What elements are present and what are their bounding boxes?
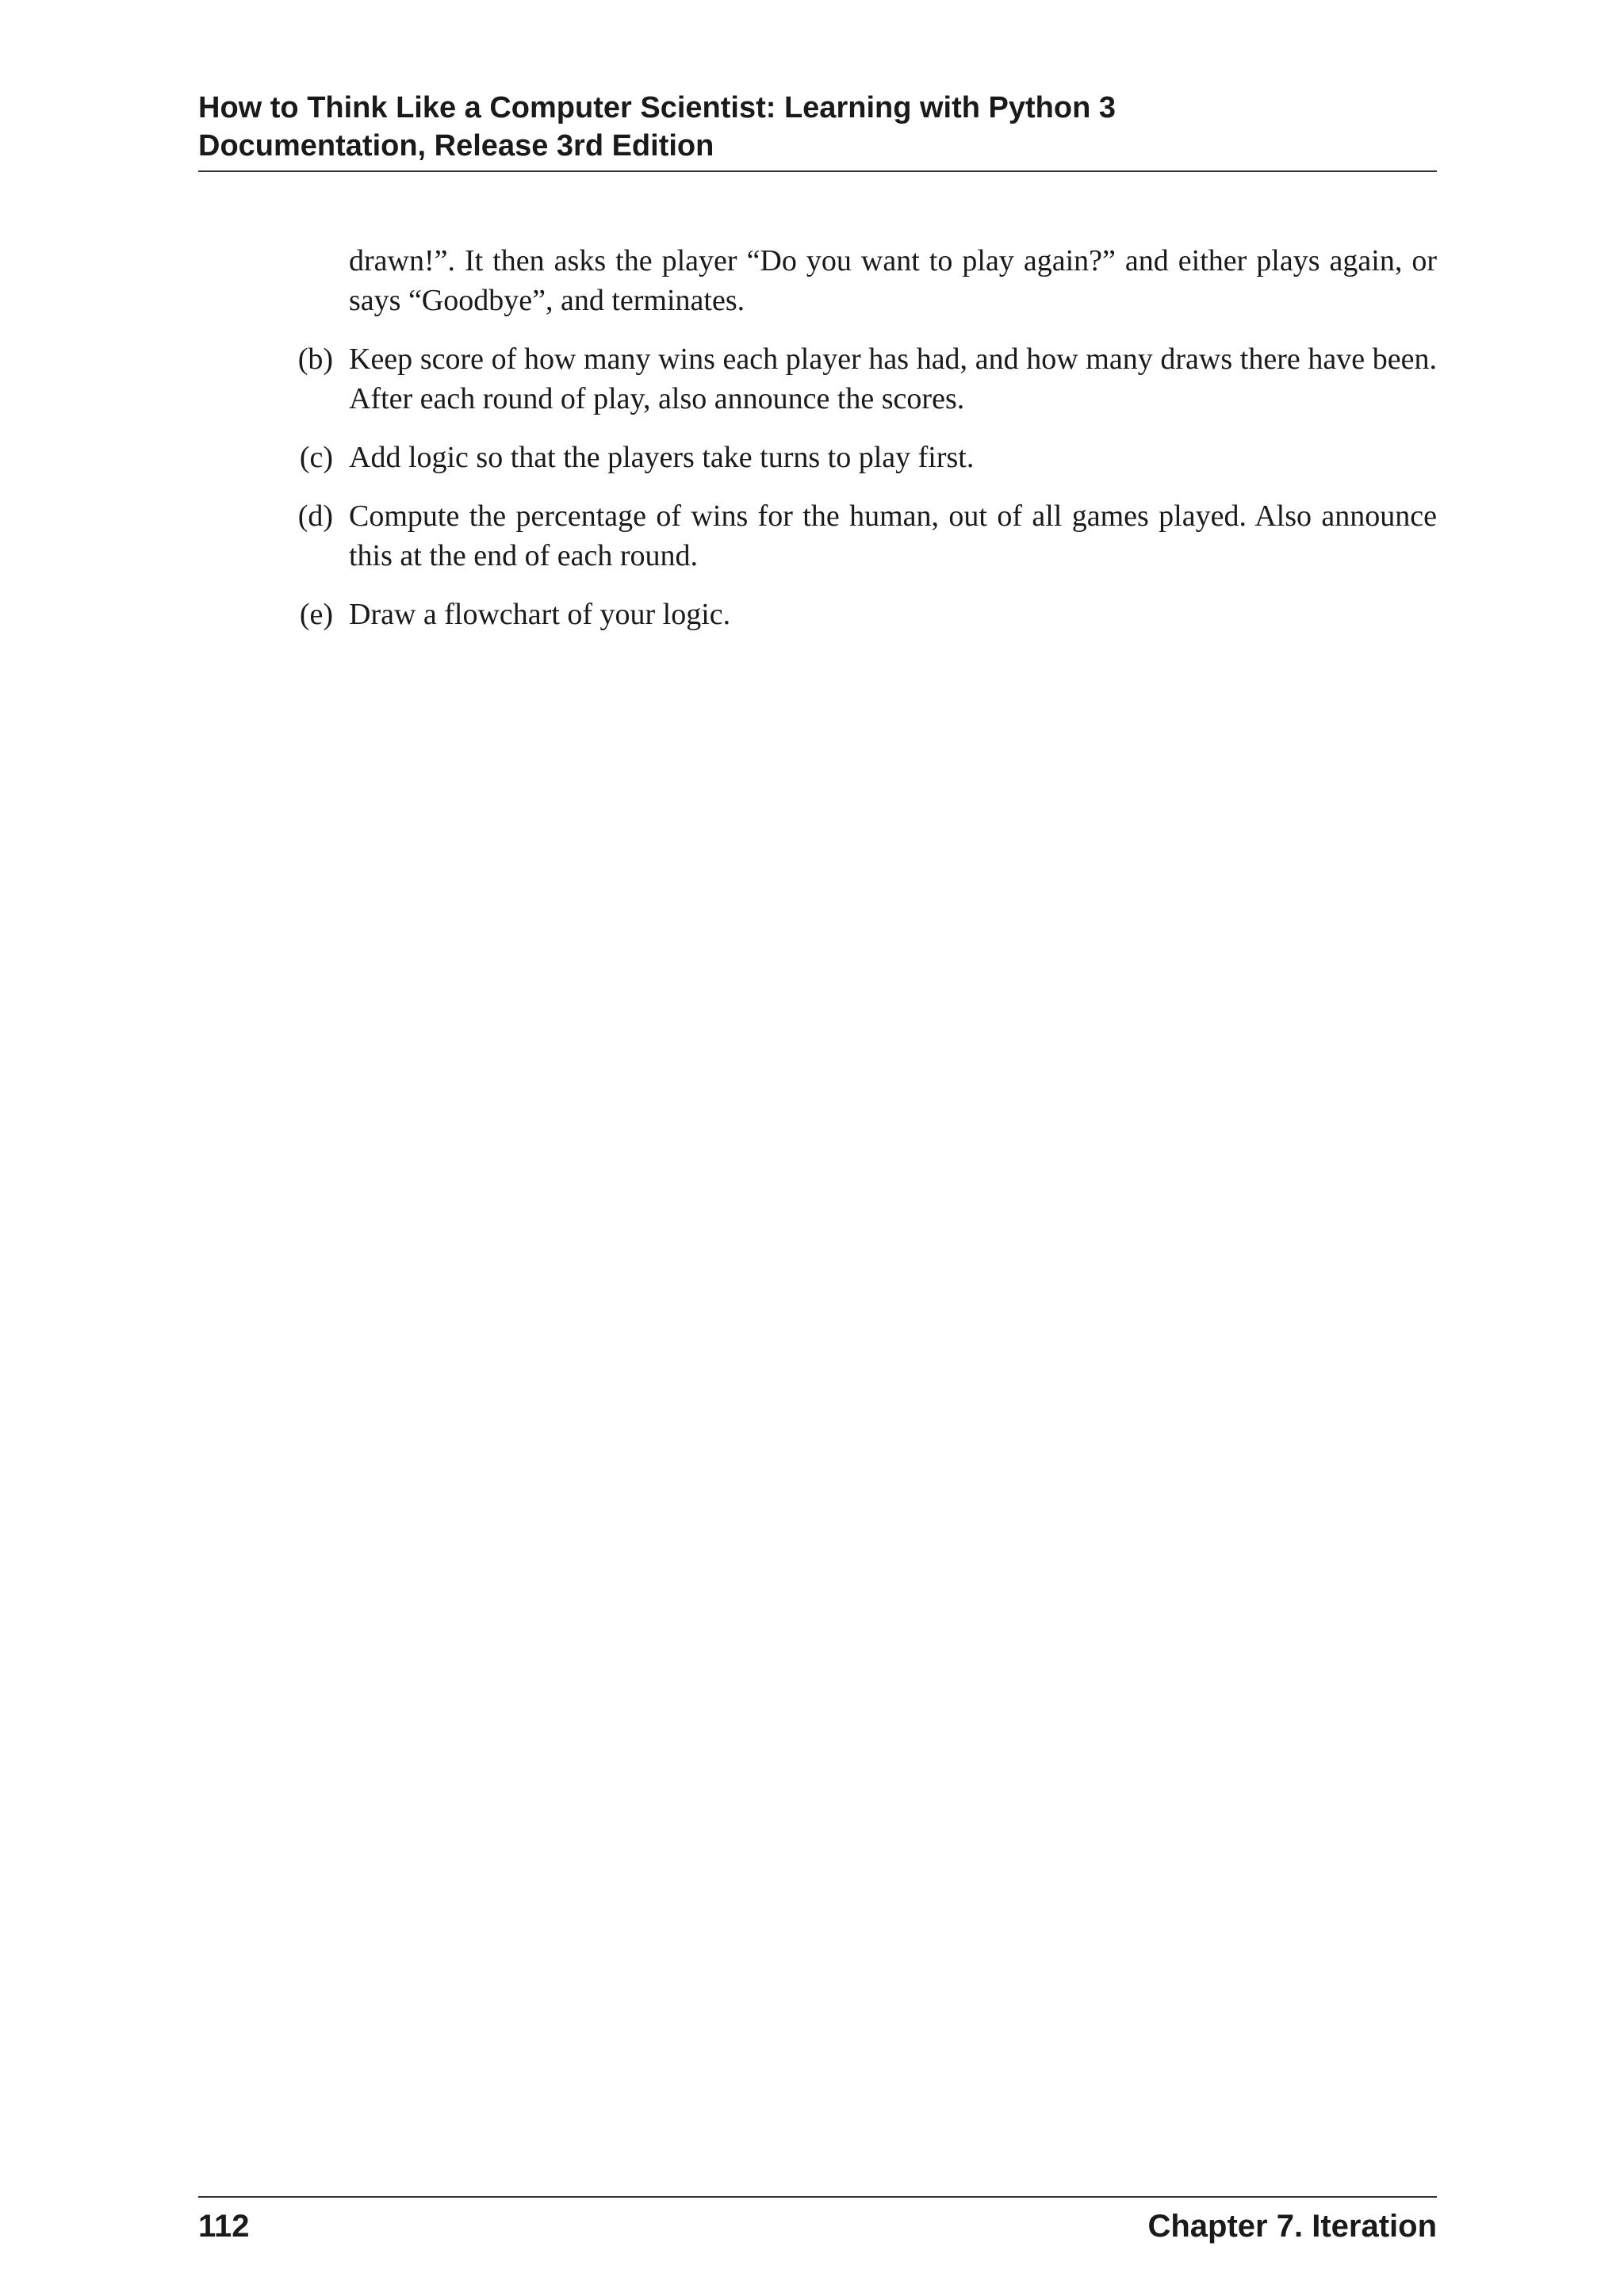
list-marker-c: (c) <box>299 441 333 474</box>
list-item-e <box>198 595 1437 634</box>
running-header <box>198 89 1437 165</box>
list-item-d <box>198 496 1437 576</box>
list-item-b <box>198 339 1437 419</box>
list-marker-d: (d) <box>297 499 333 533</box>
exercise-list <box>198 241 1437 653</box>
list-item-c <box>198 438 1437 477</box>
list-text-b: Keep score of how many wins each player has had, and how many draws there have been. After each round of play, also announce the scores. <box>349 342 1437 415</box>
header-rule <box>198 170 1437 172</box>
header-title-line-2: Documentation, Release 3rd Edition <box>198 129 714 163</box>
header-title-line-1: How to Think Like a Computer Scientist: Learning with Python 3 <box>198 91 1116 124</box>
footer-rule <box>198 2196 1437 2198</box>
list-text-c: Add logic so that the players take turns to play first. <box>349 441 975 474</box>
list-marker-b: (b) <box>297 342 333 376</box>
chapter-title: Chapter 7. Iteration <box>1147 2209 1437 2244</box>
continuation-paragraph: drawn!”. It then asks the player “Do you want to play again?” and either plays again, or says “Goodbye”, and terminates. <box>349 244 1437 317</box>
list-text-d: Compute the percentage of wins for the human, out of all games played. Also announce this at the end of each round. <box>349 499 1437 572</box>
page-number: 112 <box>198 2209 250 2244</box>
list-text-e: Draw a flowchart of your logic. <box>349 598 731 631</box>
list-marker-e: (e) <box>299 598 333 631</box>
